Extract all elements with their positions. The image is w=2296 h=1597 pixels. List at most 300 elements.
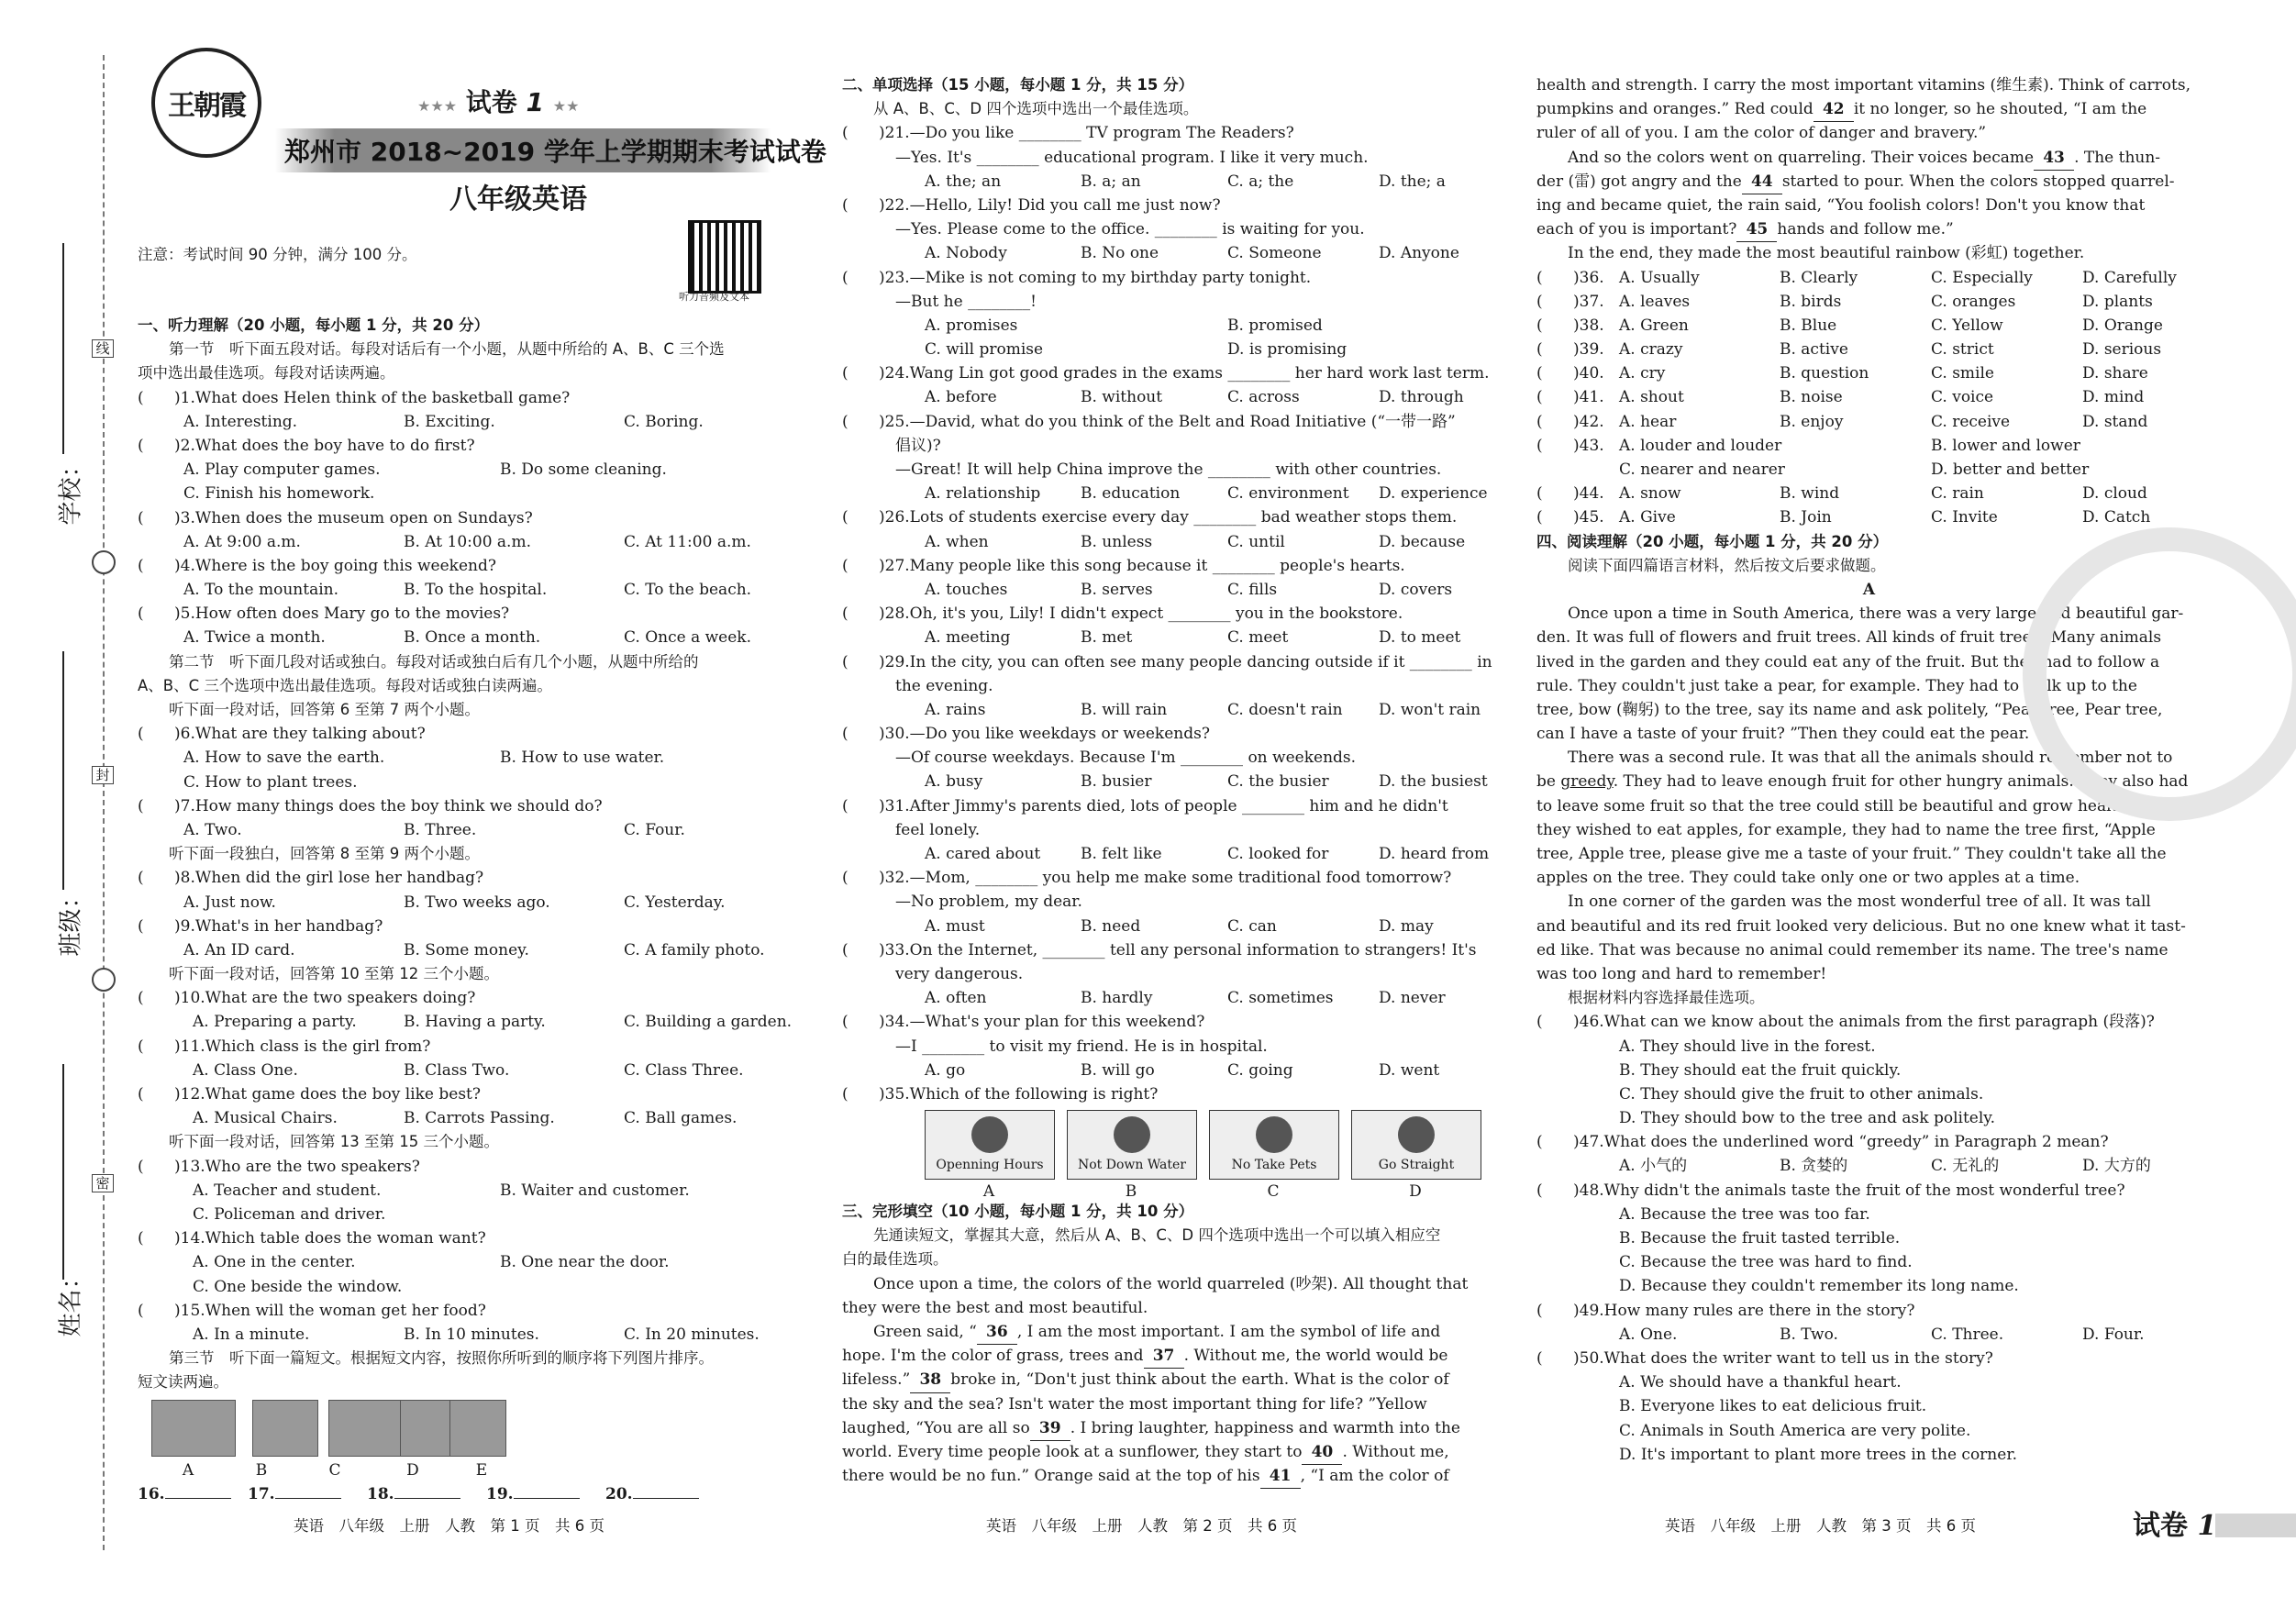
option-text[interactable]: B. without [1081, 388, 1163, 407]
picture-b [252, 1400, 318, 1457]
option-text[interactable]: C. smile [1931, 364, 1994, 383]
option-text[interactable]: C. meet [1227, 628, 1289, 648]
option-text[interactable]: B. active [1780, 340, 1848, 360]
option-text[interactable]: B. will go [1081, 1060, 1155, 1080]
option-text[interactable]: D. Because they couldn't remember its long name. [1619, 1277, 2019, 1296]
question-number: )30. [879, 725, 910, 744]
option-text[interactable]: C. Building a garden. [624, 1013, 793, 1032]
option-text[interactable]: C. How to plant trees. [183, 772, 358, 792]
cloze-blank[interactable]: 42 [1814, 97, 1854, 122]
line [842, 434, 1498, 458]
option-text[interactable]: D. Catch [2082, 508, 2151, 527]
answer-slot[interactable] [605, 1482, 699, 1506]
option-text[interactable]: A. must [925, 916, 985, 936]
option-text[interactable]: D. the; a [1379, 172, 1446, 191]
passage-text: There was a second rule. It was that all the animals should remember not to [1568, 749, 2173, 768]
option-text[interactable]: D. is promising [1227, 340, 1348, 360]
option-text[interactable]: C. Someone [1227, 244, 1322, 263]
answer-bracket[interactable]: ( [138, 869, 144, 888]
passage-text: health and strength. I carry the most important vitamins (维生素). Think of carrots, [1536, 76, 2191, 94]
option-text[interactable]: D. the busiest [1379, 772, 1488, 792]
option-text[interactable]: C. looked for [1227, 845, 1329, 863]
question-text: When will the woman get her food? [205, 1301, 486, 1320]
option-text[interactable]: B. In 10 minutes. [404, 1325, 539, 1344]
answer-bracket[interactable]: ( [1536, 364, 1543, 383]
option-text[interactable]: B. met [1081, 628, 1133, 648]
option-text[interactable]: C. Once a week. [624, 628, 751, 648]
option-text[interactable]: A. the; an [925, 172, 1002, 191]
option-text[interactable]: D. because [1379, 532, 1466, 551]
option-text[interactable]: C. Ball games. [624, 1109, 738, 1128]
answer-bracket[interactable]: ( [138, 388, 144, 407]
answer-bracket[interactable]: ( [138, 436, 144, 455]
option-text[interactable]: C. environment [1227, 484, 1349, 504]
option-text[interactable]: B. birds [1780, 292, 1842, 311]
option-text[interactable]: C. oranges [1931, 292, 2016, 311]
cloze-blank[interactable]: 40 [1302, 1440, 1342, 1465]
option-text[interactable]: B. Some money. [404, 940, 529, 959]
passage-text: . I bring laughter, happiness and warmth into the [1070, 1418, 1460, 1437]
option-text[interactable]: C. fills [1227, 580, 1278, 599]
option-text[interactable]: C. At 11:00 a.m. [624, 532, 751, 551]
option-text[interactable]: B. serves [1081, 580, 1153, 599]
option-text[interactable]: A. leaves [1619, 292, 1691, 311]
line [842, 674, 1498, 698]
answer-bracket[interactable]: ( [1536, 316, 1543, 335]
option-text[interactable]: A. louder and louder [1619, 436, 1782, 455]
question-text: Which of the following is right? [909, 1084, 1159, 1103]
answer-blank[interactable] [633, 1498, 699, 1499]
footer-page-1: 英语 八年级 上册 人教 第 1 页 共 6 页 [294, 1517, 605, 1535]
option-text[interactable]: B. promised [1227, 316, 1323, 335]
option-text[interactable]: D. went [1379, 1060, 1440, 1080]
instruction-text: 听下面一段对话，回答第 10 至第 12 三个小题。 [169, 965, 499, 983]
option-text[interactable]: C. Policeman and driver. [193, 1204, 386, 1224]
option-text[interactable]: C. Finish his homework. [183, 484, 375, 504]
option-text[interactable]: A. 小气的 [1619, 1157, 1688, 1176]
option-text[interactable]: B. Carrots Passing. [404, 1109, 555, 1128]
answer-bracket[interactable]: ( [1536, 484, 1543, 504]
answer-bracket[interactable]: ( [842, 412, 849, 431]
option-text[interactable]: C. 无礼的 [1931, 1157, 2000, 1176]
option-text[interactable]: A. Usually [1619, 268, 1700, 287]
option-text[interactable]: B. felt like [1081, 845, 1162, 863]
option-text[interactable]: C. going [1227, 1060, 1293, 1080]
option-text[interactable]: B. unless [1081, 532, 1153, 551]
cloze-blank[interactable]: 38 [910, 1368, 950, 1392]
option-text[interactable]: D. stand [2082, 412, 2148, 431]
option-text[interactable]: B. Because the fruit tasted terrible. [1619, 1229, 1901, 1248]
answer-bracket[interactable]: ( [1536, 340, 1543, 360]
option-text[interactable]: A. One in the center. [193, 1253, 356, 1272]
option-text[interactable]: B. Join [1780, 508, 1832, 527]
option-text[interactable]: A. To the mountain. [183, 581, 338, 600]
option-text[interactable]: D. 大方的 [2082, 1157, 2151, 1176]
option-text[interactable]: B. Everyone likes to eat delicious fruit. [1619, 1397, 1927, 1416]
passage-text: there would be no fun.” Orange said at the top of his [842, 1467, 1260, 1486]
cloze-blank[interactable]: 45 [1736, 217, 1777, 242]
answer-bracket[interactable]: ( [1536, 508, 1543, 527]
option-text[interactable]: D. cloud [2082, 484, 2147, 504]
question-text: Why didn't the animals taste the fruit of the most wonderful tree? [1603, 1181, 2125, 1200]
option-text[interactable]: C. Boring. [624, 412, 704, 431]
option-text[interactable]: B. Clearly [1780, 268, 1858, 287]
option-text[interactable]: C. the busier [1227, 772, 1329, 792]
answer-bracket[interactable]: ( [1536, 292, 1543, 311]
line [138, 1323, 793, 1347]
sign-b[interactable] [1067, 1110, 1197, 1180]
answer-bracket[interactable]: ( [138, 604, 144, 624]
option-text[interactable]: A. snow [1619, 484, 1681, 504]
option-text[interactable]: D. share [2082, 364, 2148, 383]
cloze-blank[interactable]: 43 [2034, 146, 2074, 171]
answer-bracket[interactable]: ( [842, 652, 849, 671]
line [138, 891, 793, 915]
option-text[interactable]: A. Play computer games. [183, 460, 381, 480]
option-text[interactable]: C. rain [1931, 484, 1984, 504]
option-text[interactable]: C. receive [1931, 412, 2011, 431]
option-text[interactable]: A. Teacher and student. [193, 1181, 382, 1200]
option-text[interactable]: B. Three. [404, 820, 477, 839]
option-text[interactable]: D. heard from [1379, 845, 1490, 863]
option-text[interactable]: C. Four. [624, 820, 685, 839]
option-text[interactable]: B. Blue [1780, 316, 1837, 335]
question-number: )27. [879, 556, 910, 575]
question-text: Wang Lin got good grades in the exams ________ her hard work last term. [909, 364, 1490, 383]
picture-label: D [406, 1461, 419, 1481]
option-text[interactable]: A. before [925, 388, 997, 407]
sign-a[interactable] [925, 1110, 1055, 1180]
question-number: )37. [1573, 292, 1604, 311]
answer-bracket[interactable]: ( [842, 940, 849, 959]
option-text[interactable]: B. noise [1780, 388, 1843, 407]
passage-text: ed like. That was because no animal could remember its name. The tree's name [1536, 940, 2168, 959]
question-number: )44. [1573, 484, 1604, 504]
option-text[interactable]: A. Because the tree was too far. [1619, 1204, 1870, 1224]
option-text[interactable]: B. Two weeks ago. [404, 893, 550, 912]
instruction-text: 听下面一段对话，回答第 13 至第 15 三个小题。 [169, 1133, 499, 1151]
cloze-option-row [1536, 290, 2202, 314]
question-text: —Of course weekdays. Because I'm ________ on weekends. [895, 749, 1357, 768]
option-text[interactable]: A. An ID card. [183, 940, 295, 959]
option-text[interactable]: C. Class Three. [624, 1060, 744, 1080]
question-number: )50. [1573, 1348, 1604, 1368]
option-text[interactable]: B. Having a party. [404, 1013, 546, 1032]
option-text[interactable]: B. Two. [1780, 1325, 1838, 1344]
option-text[interactable]: A. shout [1619, 388, 1684, 407]
line [138, 361, 793, 385]
question-number: )45. [1573, 508, 1604, 527]
answer-bracket[interactable]: ( [1536, 1013, 1543, 1032]
answer-bracket[interactable]: ( [842, 195, 849, 215]
school-fill-line [62, 243, 64, 454]
option-text[interactable]: B. To the hospital. [404, 581, 548, 600]
option-text[interactable]: A. Twice a month. [183, 628, 326, 648]
answer-bracket[interactable]: ( [138, 1301, 144, 1320]
option-text[interactable]: C. voice [1931, 388, 1994, 407]
line [138, 938, 793, 962]
sign-caption: Openning Hours [936, 1157, 1044, 1172]
question-text: In the city, you can often see many people dancing outside if it ________ in [909, 652, 1492, 671]
line [138, 842, 793, 866]
answer-slot[interactable] [138, 1482, 231, 1506]
answer-bracket[interactable]: ( [842, 268, 849, 287]
passage-line [1536, 73, 2202, 97]
answer-bracket[interactable]: ( [842, 796, 849, 815]
answer-bracket[interactable]: ( [138, 1037, 144, 1056]
option-text[interactable]: A. One. [1619, 1325, 1678, 1344]
option-text[interactable]: B. No one [1081, 244, 1159, 263]
option-text[interactable]: C. until [1227, 532, 1285, 551]
answer-blank[interactable] [165, 1498, 231, 1499]
cloze-option-row [1536, 266, 2202, 290]
line [138, 338, 793, 361]
option-text[interactable]: B. will rain [1081, 700, 1168, 719]
option-text[interactable]: B. How to use water. [500, 749, 665, 768]
option-text[interactable]: B. Once a month. [404, 628, 541, 648]
option-text[interactable]: D. won't rain [1379, 700, 1481, 719]
passage-text: world. Every time people look at a sunflower, they start to [842, 1442, 1303, 1461]
answer-slot[interactable] [248, 1482, 341, 1506]
option-text[interactable]: B. need [1081, 916, 1141, 936]
option-text[interactable]: A. busy [925, 772, 983, 792]
answer-bracket[interactable]: ( [138, 1085, 144, 1103]
option-text[interactable]: C. Invite [1931, 508, 1998, 527]
option-text[interactable]: A. How to save the earth. [183, 749, 385, 768]
option-text[interactable]: B. hardly [1081, 989, 1153, 1008]
answer-blank[interactable] [275, 1498, 341, 1499]
question-number: )46. [1573, 1013, 1604, 1032]
option-text[interactable]: B. 贪婪的 [1780, 1157, 1848, 1176]
section-heading-text: 四、阅读理解（20 小题，每小题 1 分，共 20 分） [1536, 532, 1889, 550]
sign-symbol-icon [1114, 1116, 1150, 1153]
question-number: )33. [879, 940, 910, 959]
option-text[interactable]: C. Three. [1931, 1325, 2004, 1344]
line [842, 915, 1498, 938]
line [138, 410, 793, 434]
option-text[interactable]: D. experience [1379, 484, 1488, 504]
option-text[interactable]: D. may [1379, 916, 1434, 936]
option-text[interactable]: C. In 20 minutes. [624, 1325, 760, 1344]
option-text[interactable]: C. They should give the fruit to other animals. [1619, 1084, 1984, 1103]
option-text[interactable]: C. Especially [1931, 268, 2033, 287]
passage-line [842, 1344, 1498, 1368]
option-text[interactable]: B. They should eat the fruit quickly. [1619, 1060, 1902, 1080]
answer-bracket[interactable]: ( [842, 869, 849, 888]
sign-d[interactable] [1351, 1110, 1481, 1180]
answer-bracket[interactable]: ( [1536, 1181, 1543, 1200]
line [842, 530, 1498, 554]
option-text[interactable]: A. cared about [925, 845, 1041, 863]
qr-code-icon[interactable] [688, 220, 761, 294]
option-text[interactable]: B. question [1780, 364, 1869, 383]
option-text[interactable]: A. hear [1619, 412, 1677, 431]
answer-bracket[interactable]: ( [138, 556, 144, 575]
option-text[interactable]: A. meeting [925, 628, 1011, 648]
line [842, 241, 1498, 265]
line [138, 1059, 793, 1082]
option-text[interactable]: B. Waiter and customer. [500, 1181, 690, 1200]
option-text[interactable]: A. rains [925, 700, 986, 719]
exam-title: 郑州市 2018~2019 学年上学期期末考试试卷 [284, 137, 826, 167]
option-text[interactable]: B. Do some cleaning. [500, 460, 667, 480]
answer-bracket[interactable]: ( [138, 989, 144, 1008]
question-number: )32. [879, 869, 910, 888]
passage-text: they wished to eat apples, for example, they had to name the tree first, “Apple [1536, 820, 2156, 839]
cloze-blank[interactable]: 39 [1030, 1416, 1070, 1441]
option-text[interactable]: C. Yellow [1931, 316, 2003, 335]
sign-c[interactable] [1209, 1110, 1339, 1180]
option-text[interactable]: D. Four. [2082, 1325, 2145, 1344]
answer-bracket[interactable]: ( [138, 725, 144, 744]
option-text[interactable]: C. will promise [925, 340, 1044, 360]
passage-text: each of you is important? [1536, 220, 1737, 239]
option-text[interactable]: D. Anyone [1379, 244, 1459, 263]
passage-line [1536, 842, 2202, 866]
option-text[interactable]: A. touches [925, 580, 1008, 599]
option-text[interactable]: D. better and better [1931, 460, 2090, 479]
answer-bracket[interactable]: ( [1536, 1133, 1543, 1152]
option-text[interactable]: A. They should live in the forest. [1619, 1037, 1876, 1056]
answer-bracket[interactable]: ( [1536, 1348, 1543, 1368]
answer-bracket[interactable]: ( [1536, 436, 1543, 455]
option-text[interactable]: A. when [925, 532, 989, 551]
line [138, 482, 793, 505]
cloze-blank[interactable]: 41 [1260, 1464, 1301, 1489]
answer-bracket[interactable]: ( [138, 916, 144, 936]
answer-blank[interactable] [394, 1498, 460, 1499]
line [842, 170, 1498, 194]
answer-bracket[interactable]: ( [138, 1229, 144, 1248]
option-text[interactable]: A. Green [1619, 316, 1689, 335]
option-text[interactable]: C. Animals in South America are very polite. [1619, 1421, 1971, 1440]
question-text: —Hello, Lily! Did you call me just now? [909, 195, 1221, 215]
option-text[interactable]: A. We should have a thankful heart. [1619, 1373, 1902, 1392]
option-row [1536, 1035, 2202, 1059]
line [842, 602, 1498, 626]
cloze-blank[interactable]: 37 [1144, 1344, 1184, 1369]
option-text[interactable]: B. a; an [1081, 172, 1141, 191]
answer-bracket[interactable]: ( [1536, 388, 1543, 407]
picture-label: A [182, 1461, 194, 1481]
option-text[interactable]: D. It's important to plant more trees in the corner. [1619, 1445, 2017, 1464]
option-text[interactable]: A. relationship [925, 484, 1041, 504]
option-text[interactable]: C. can [1227, 916, 1277, 936]
answer-bracket[interactable]: ( [842, 364, 849, 383]
answer-bracket[interactable]: ( [842, 604, 849, 624]
answer-bracket[interactable]: ( [842, 556, 849, 575]
answer-bracket[interactable]: ( [842, 508, 849, 527]
option-text[interactable]: B. At 10:00 a.m. [404, 532, 531, 551]
answer-bracket[interactable]: ( [842, 725, 849, 744]
option-text[interactable]: D. mind [2082, 388, 2145, 407]
passage-line [1536, 194, 2202, 217]
option-text[interactable]: B. lower and lower [1931, 436, 2080, 455]
passage-line [1536, 866, 2202, 890]
cloze-blank[interactable]: 44 [1742, 170, 1782, 194]
option-text[interactable]: C. strict [1931, 340, 1994, 360]
option-text[interactable]: A. crazy [1619, 340, 1683, 360]
answer-bracket[interactable]: ( [1536, 1301, 1543, 1320]
option-text[interactable]: C. One beside the window. [193, 1277, 403, 1296]
option-text[interactable]: A. cry [1619, 364, 1666, 383]
option-text[interactable]: A. Give [1619, 508, 1676, 527]
sign-symbol-icon [1256, 1116, 1292, 1153]
answer-bracket[interactable]: ( [138, 796, 144, 815]
answer-slot[interactable] [367, 1482, 460, 1506]
option-text[interactable]: A. Musical Chairs. [193, 1109, 338, 1128]
line [138, 771, 793, 794]
option-text[interactable]: C. nearer and nearer [1619, 460, 1785, 479]
cloze-blank[interactable]: 36 [977, 1320, 1017, 1345]
option-text[interactable]: A. Preparing a party. [193, 1013, 357, 1032]
option-text[interactable]: C. across [1227, 388, 1300, 407]
option-text[interactable]: C. Because the tree was hard to find. [1619, 1253, 1913, 1272]
option-text[interactable]: D. covers [1379, 580, 1453, 599]
option-text[interactable]: A. Just now. [183, 893, 276, 912]
question-line [1536, 1347, 2202, 1370]
answer-bracket[interactable]: ( [842, 1084, 849, 1103]
option-text[interactable]: D. through [1379, 388, 1464, 407]
question-number: )26. [879, 508, 910, 527]
option-text[interactable]: D. serious [2082, 340, 2162, 360]
option-text[interactable]: D. They should bow to the tree and ask politely. [1619, 1109, 1996, 1128]
passage-text: can I have a taste of your fruit? ”Then they could eat the pear. [1536, 725, 2030, 744]
option-text[interactable]: A. Nobody [925, 244, 1007, 263]
option-text[interactable]: D. Orange [2082, 316, 2163, 335]
option-text[interactable]: A. go [925, 1060, 966, 1080]
option-text[interactable]: D. Carefully [2082, 268, 2177, 287]
option-text[interactable]: D. never [1379, 989, 1446, 1008]
option-text[interactable]: B. One near the door. [500, 1253, 670, 1272]
option-text[interactable]: C. a; the [1227, 172, 1294, 191]
line [138, 1155, 793, 1179]
question-number: )1. [174, 388, 195, 407]
option-text[interactable]: B. education [1081, 484, 1181, 504]
option-text[interactable]: B. busier [1081, 772, 1152, 792]
option-text[interactable]: C. Yesterday. [624, 893, 726, 912]
passage-line [842, 1464, 1498, 1488]
answer-bracket[interactable]: ( [138, 508, 144, 527]
option-text[interactable]: A. often [925, 989, 987, 1008]
answer-slot[interactable] [486, 1482, 580, 1506]
answer-bracket[interactable]: ( [1536, 268, 1543, 287]
option-text[interactable]: A. promises [925, 316, 1018, 335]
option-text[interactable]: A. In a minute. [193, 1325, 310, 1344]
answer-bracket[interactable]: ( [1536, 412, 1543, 431]
passage-text: was too long and hard to remember! [1536, 964, 1827, 983]
option-text[interactable]: B. wind [1780, 484, 1840, 504]
option-text[interactable]: C. A family photo. [624, 940, 765, 959]
option-text[interactable]: B. Class Two. [404, 1060, 510, 1080]
option-text[interactable]: A. Class One. [193, 1060, 298, 1080]
option-text[interactable]: A. At 9:00 a.m. [183, 532, 301, 551]
option-text[interactable]: A. Two. [183, 820, 242, 839]
option-text[interactable]: C. To the beach. [624, 581, 752, 600]
answer-bracket[interactable]: ( [138, 1157, 144, 1176]
option-text[interactable]: D. to meet [1379, 628, 1461, 648]
option-text[interactable]: C. doesn't rain [1227, 700, 1343, 719]
answer-blank[interactable] [514, 1498, 580, 1499]
option-text[interactable]: B. Exciting. [404, 412, 495, 431]
option-text[interactable]: C. sometimes [1227, 989, 1334, 1008]
line [842, 626, 1498, 649]
answer-bracket[interactable]: ( [842, 124, 849, 143]
option-text[interactable]: B. enjoy [1780, 412, 1844, 431]
option-text[interactable]: A. Interesting. [183, 412, 298, 431]
answer-bracket[interactable]: ( [842, 1013, 849, 1032]
option-text[interactable]: D. plants [2082, 292, 2153, 311]
